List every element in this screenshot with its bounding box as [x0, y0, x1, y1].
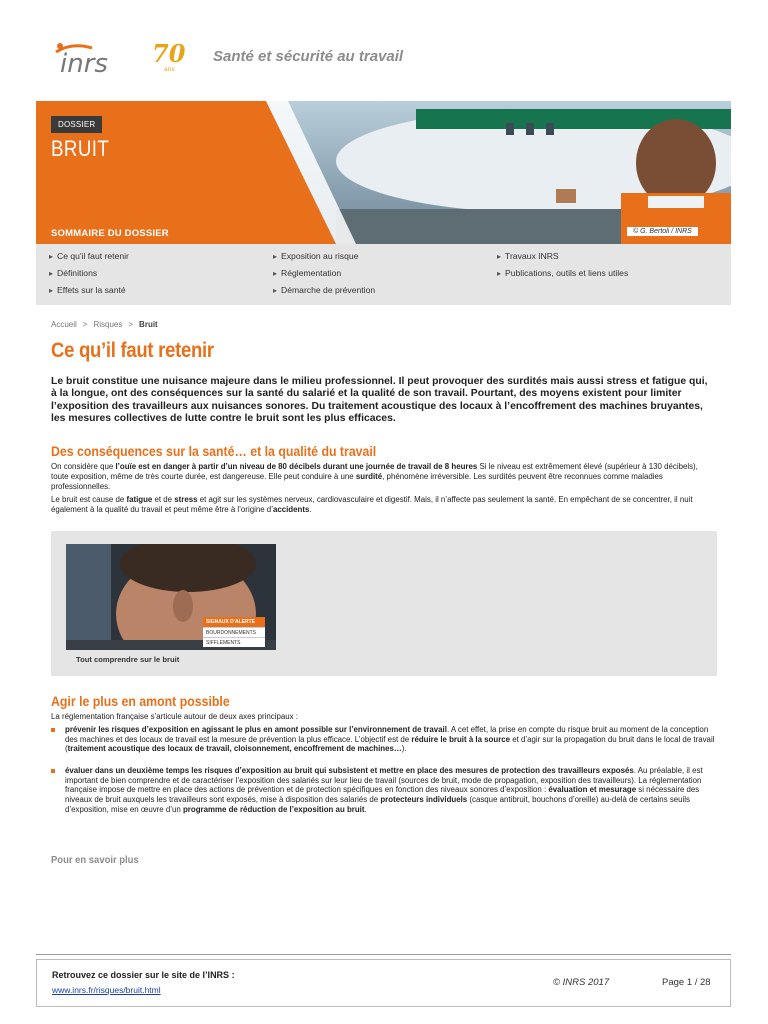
list-item-prevenir: prévenir les risques d’exposition en agissant le plus en amont possible sur l’environnement de travail. A cet effet, la prise en compte du risque bruit au moment de la conception des machines et des locaux de travail est la mesure de prévention la plus efficace. L’objectif est de réduire le bruit à la source et d’agir sur la propagation du bruit dans le local de travail (traitement acoustique des locaux de travail, cloisonnement, encoffrement de machines…). [51, 725, 716, 754]
breadcrumb-separator: > [128, 320, 134, 329]
logo-text: inrs [60, 49, 108, 78]
footer-page-number: Page 1 / 28 [662, 977, 711, 988]
video-overlay-labels [203, 617, 265, 647]
page-footer [36, 959, 731, 1007]
sommaire-item-reglementation[interactable]: ▸ Réglementation [273, 265, 375, 282]
paragraph-reglementation-lead: La réglementation française s’articule autour de deux axes principaux : [51, 712, 298, 721]
sommaire-column-3 [497, 248, 628, 282]
sommaire-heading: SOMMAIRE DU DOSSIER [51, 228, 169, 239]
dossier-title: BRUIT [51, 136, 110, 161]
paragraph-fatigue-stress: Le bruit est cause de fatigue et de stress et agit sur les systèmes nerveux, cardiovasculaire et digestif. Mais, il n’affecte pas seulement la santé. En empêchant de se concentrer, il nuit également à la qualité du travail et peut même être à l’origine d’accidents. [51, 495, 693, 515]
sommaire-item-exposition[interactable]: ▸ Exposition au risque [273, 248, 375, 265]
overlay-sifflements: SIFFLEMENTS [203, 637, 265, 647]
sommaire-item-travaux-inrs[interactable]: ▸ Travaux INRS [497, 248, 628, 265]
bullet-square-icon [51, 728, 55, 732]
breadcrumb [51, 320, 158, 329]
sommaire-item-demarche-prevention[interactable]: ▸ Démarche de prévention [273, 282, 375, 299]
site-tagline: Santé et sécurité au travail [213, 48, 404, 65]
sommaire-item-effets-sante[interactable]: ▸ Effets sur la santé [49, 282, 129, 299]
overlay-bourdonnements: BOURDONNEMENTS [203, 627, 265, 637]
svg-text:ans: ans [164, 66, 175, 73]
footer-rule [36, 954, 731, 955]
overlay-signaux: SIGNAUX D'ALERTE [203, 617, 265, 627]
intro-paragraph: Le bruit constitue une nuisance majeure dans le milieu professionnel. Il peut provoquer des surdités mais aussi stress et fatigue qui, à la longue, ont des conséquences sur la santé du salarié et la qualité de son travail. Pourtant, des moyens existent pour limiter l’exposition des travailleurs aux nuisances sonores. Du traitement acoustique des locaux à l’encoffrement des machines bruyantes, les mesures collectives de lutte contre le bruit sont les plus efficaces. [51, 376, 708, 425]
sommaire-column-2 [273, 248, 375, 299]
paragraph-ouie: On considère que l’ouïe est en danger à partir d’un niveau de 80 décibels durant une journée de travail de 8 heures Si le niveau est extrêmement élevé (supérieur à 130 décibels), toute exposition, même de très courte durée, est dangereuse. Elle peut conduire à une surdité, phénomène irréversible. Les surdités peuvent être reconnues comme maladies professionnelles. [51, 462, 698, 492]
breadcrumb-risques[interactable]: Risques [93, 320, 123, 329]
svg-text:70: 70 [152, 39, 186, 68]
dossier-tag: DOSSIER [51, 116, 102, 133]
footer-copyright: © INRS 2017 [553, 977, 610, 988]
video-thumbnail[interactable] [66, 544, 276, 650]
sommaire-item-ce-qu-il-faut-retenir[interactable]: ▸ Ce qu'il faut retenir [49, 248, 129, 265]
banner-photo [36, 101, 731, 244]
sommaire-column-1 [49, 248, 129, 299]
breadcrumb-separator: > [82, 320, 88, 329]
list-item-evaluer: évaluer dans un deuxième temps les risques d’exposition au bruit qui subsistent et mettre en place des mesures de protection des travailleurs exposés. Au préalable, il est important de bien comprendre et de caractériser l’exposition des salariés sur leur lieu de travail (sources de bruit, mode de propagation, exposition des travailleurs). La réglementation française impose de mettre en place des actions de prévention et de protection spécifiques en fonction des niveaux sonores d’exposition : évaluation et mesurage si nécessaire des niveaux de bruit auxquels les travailleurs sont exposés, mise à disposition des salariés de protecteurs individuels (casque antibruit, bouchons d’oreille) au-delà de certains seuils d’exposition, mise en œuvre d’un programme de réduction de l’exposition au bruit. [51, 766, 716, 815]
footer-title: Retrouvez ce dossier sur le site de l’INRS : [52, 970, 235, 980]
sommaire-item-definitions[interactable]: ▸ Définitions [49, 265, 129, 282]
breadcrumb-home[interactable]: Accueil [51, 320, 77, 329]
sommaire-item-publications[interactable]: ▸ Publications, outils et liens utiles [497, 265, 628, 282]
photo-credit: © G. Bertoli / INRS [627, 227, 698, 236]
video-block [51, 531, 717, 676]
footer-link[interactable]: www.inrs.fr/risques/bruit.html [52, 985, 161, 995]
sommaire-menu [36, 244, 731, 305]
dossier-banner [36, 101, 731, 244]
section-heading-consequences: Des conséquences sur la santé… et la qualité du travail [51, 443, 377, 459]
video-caption: Tout comprendre sur le bruit [76, 655, 180, 664]
page-title: Ce qu’il faut retenir [51, 339, 214, 362]
section-heading-agir: Agir le plus en amont possible [51, 693, 230, 709]
anniversary-badge-icon [150, 38, 190, 76]
breadcrumb-current: Bruit [139, 320, 158, 329]
bullet-square-icon [51, 769, 55, 773]
pour-en-savoir-plus[interactable]: Pour en savoir plus [51, 854, 139, 866]
